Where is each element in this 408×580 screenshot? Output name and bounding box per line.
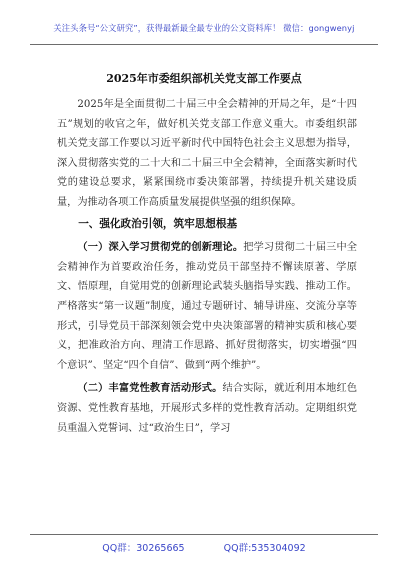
- footer-qq-group-2: QQ群:535304092: [223, 543, 306, 554]
- intro-paragraph: 2025年是全面贯彻二十届三中全会精神的开局之年，是“十四五”规划的收官之年，做好机关党支部工作意义重大。市委组织部机关党支部工作要以习近平新时代中国特色社会主义思想为指导，深入贯彻落实党的二十大和二十届三中全会精神，全面落实新时代党的建设总要求，紧紧围绕市委决策部署，持续提升机关建设质量，为推动各项工作高质量发展提供坚强的组织保障。: [57, 99, 357, 208]
- header-banner: 关注头条号“公文研究”，获得最新最全最专业的公文资料库！ 微信：gongwenyj: [53, 23, 355, 33]
- item-1-heading: （一）深入学习贯彻党的创新理论。: [77, 241, 244, 254]
- item-1-text: 把学习贯彻二十届三中全会精神作为首要政治任务，推动党员干部坚持不懈读原著、学原文、悟原理，自觉用党的创新理论武装头脑指导实践、推动工作。严格落实“第一议题”制度，通过专题研讨、辅导讲座、交流分享等形式，引导党员干部深刻领会党中央决策部署的精神实质和核心要义，把准政治方向、理清工作思路、抓好贯彻落实，切实增强“四个意识”、坚定“四个自信”、做到“两个维护”。: [57, 242, 357, 371]
- item-1-paragraph: [57, 238, 357, 375]
- item-2-paragraph: [57, 379, 357, 438]
- document-body: [57, 95, 357, 438]
- footer-qq-group-1: QQ群：30265665: [102, 543, 185, 554]
- item-2-text: 结合实际，就近利用本地红色资源、党性教育基地，开展形式多样的党性教育活动。定期组织党员重温入党誓词、过“政治生日”，学习: [57, 383, 358, 434]
- footer-divider: [30, 534, 378, 535]
- item-2-heading: （二）丰富党性教育活动形式。: [77, 382, 223, 395]
- document-title: 2025年市委组织部机关党支部工作要点: [106, 72, 302, 85]
- footer: [0, 540, 408, 554]
- section-heading: 一、强化政治引领，筑牢思想根基: [78, 217, 238, 230]
- header-divider: [30, 44, 378, 45]
